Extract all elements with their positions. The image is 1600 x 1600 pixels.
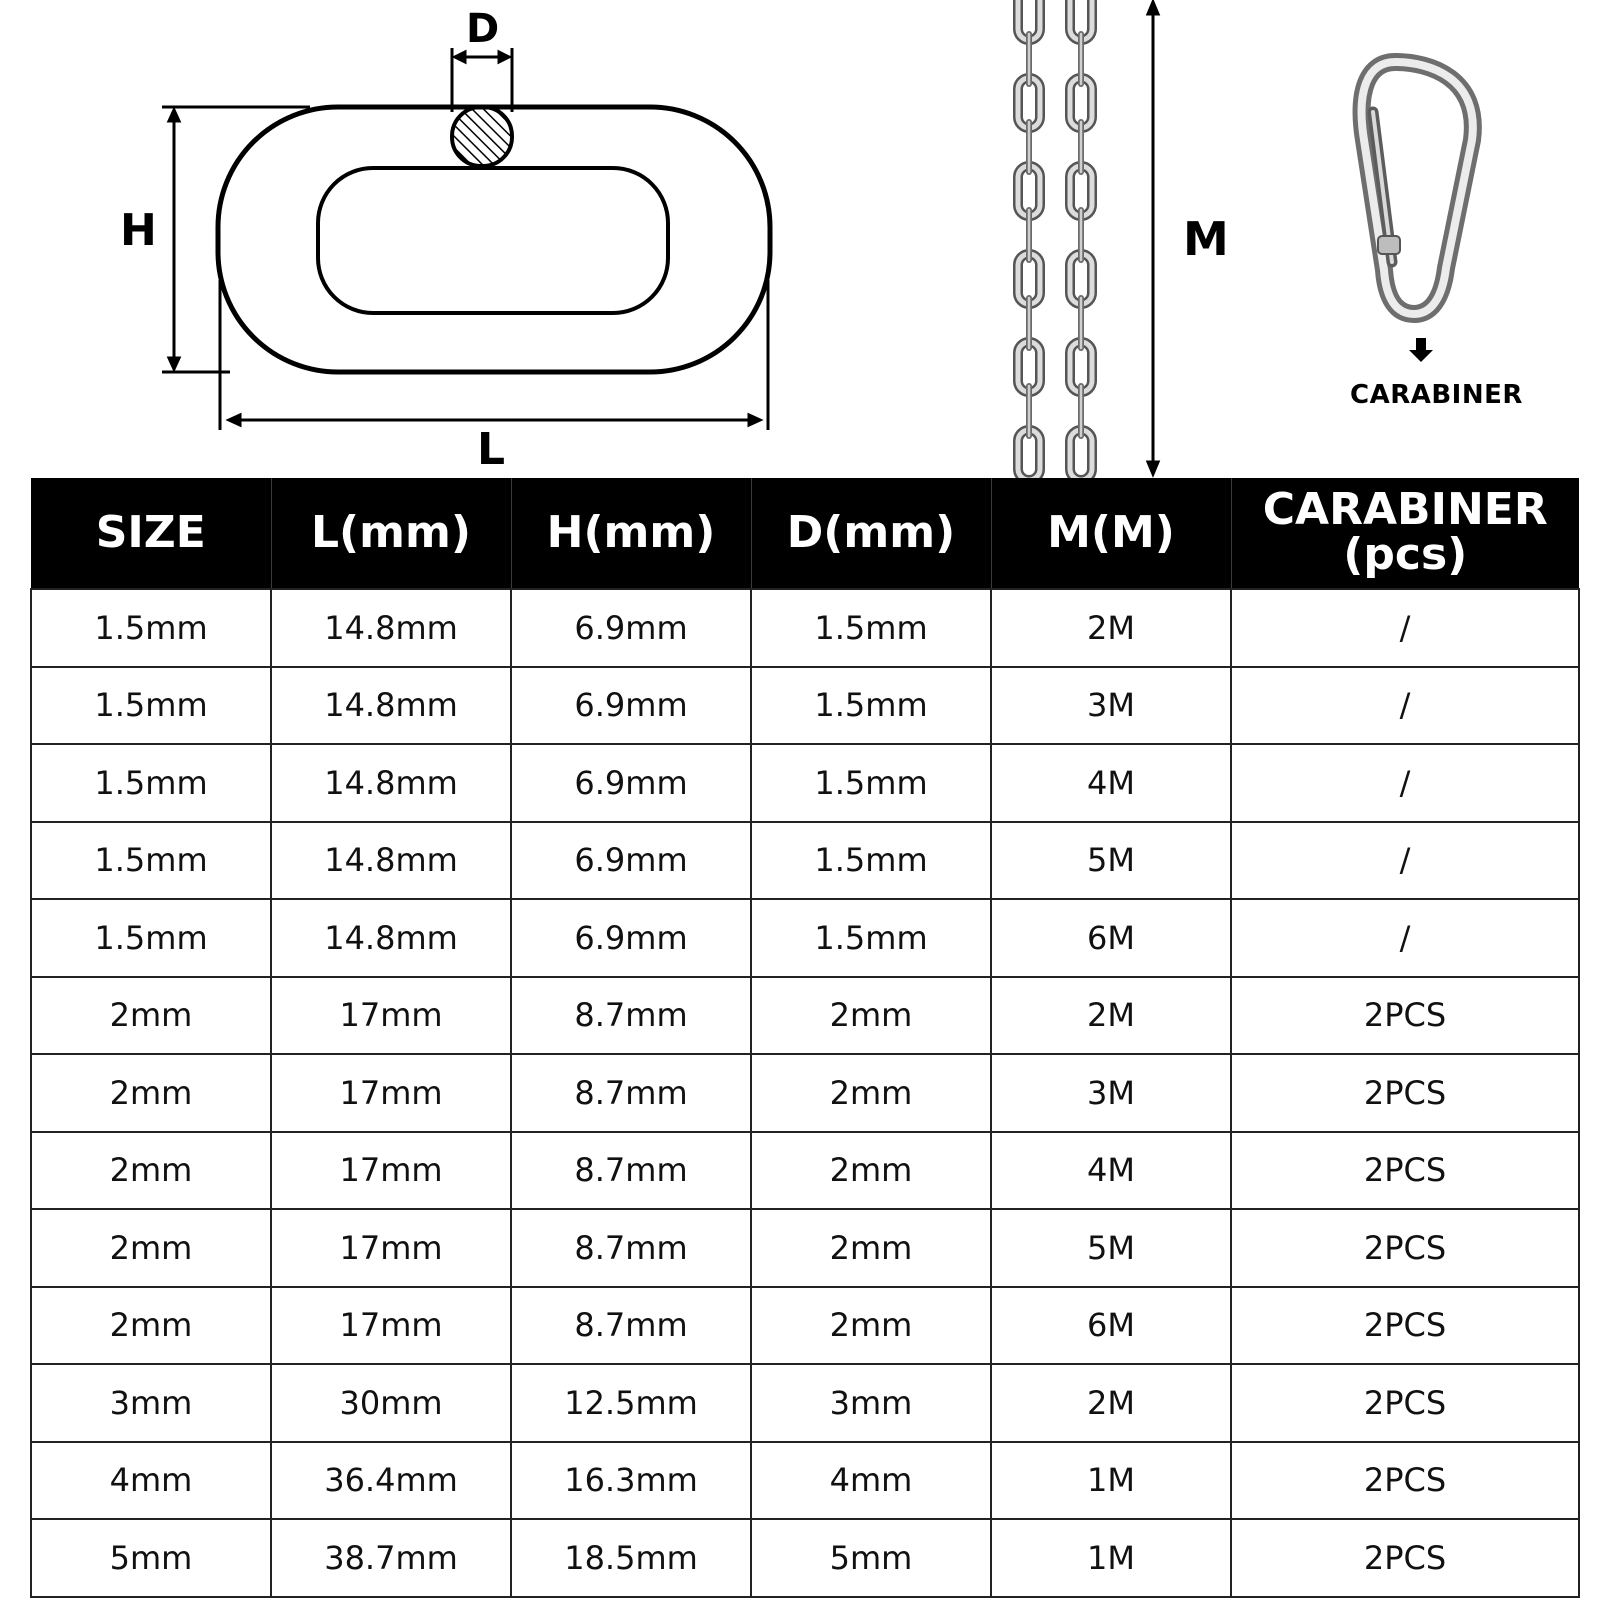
cell-h: 6.9mm: [511, 899, 751, 977]
table-row: [31, 1442, 1579, 1520]
cell-size: 1.5mm: [31, 589, 271, 667]
cell-h: 6.9mm: [511, 744, 751, 822]
steel-chain-illustration: [1018, 0, 1092, 478]
cell-h: 8.7mm: [511, 1287, 751, 1365]
cell-m: 1M: [991, 1442, 1231, 1520]
label-h: H: [120, 205, 157, 256]
cell-carabiner: 2PCS: [1231, 1442, 1579, 1520]
cell-carabiner: 2PCS: [1231, 977, 1579, 1055]
label-d: D: [466, 6, 500, 52]
table-row: [31, 744, 1579, 822]
table-row: [31, 1364, 1579, 1442]
table-header-row: [31, 478, 1579, 589]
specification-table: [30, 478, 1580, 1598]
cell-carabiner: 2PCS: [1231, 1364, 1579, 1442]
cell-size: 5mm: [31, 1519, 271, 1597]
header-size: SIZE: [31, 478, 271, 589]
header-carabiner: [1231, 478, 1579, 589]
cell-l: 14.8mm: [271, 899, 511, 977]
dimension-d: [452, 48, 512, 112]
cell-m: 3M: [991, 1054, 1231, 1132]
cell-size: 1.5mm: [31, 744, 271, 822]
cell-m: 3M: [991, 667, 1231, 745]
cell-carabiner: 2PCS: [1231, 1287, 1579, 1365]
cell-h: 8.7mm: [511, 977, 751, 1055]
cell-d: 4mm: [751, 1442, 991, 1520]
cell-d: 1.5mm: [751, 822, 991, 900]
table-row: [31, 1209, 1579, 1287]
cell-m: 2M: [991, 977, 1231, 1055]
cell-l: 36.4mm: [271, 1442, 511, 1520]
table-row: [31, 1287, 1579, 1365]
cell-l: 14.8mm: [271, 822, 511, 900]
cell-carabiner: 2PCS: [1231, 1132, 1579, 1210]
table-row: [31, 899, 1579, 977]
chain-link-drawing: [218, 107, 770, 372]
header-h: H(mm): [511, 478, 751, 589]
cell-carabiner: /: [1231, 822, 1579, 900]
table-row: [31, 1519, 1579, 1597]
dimension-l: [220, 280, 768, 430]
table-row: [31, 1054, 1579, 1132]
cell-l: 38.7mm: [271, 1519, 511, 1597]
carabiner-label: CARABINER: [1350, 380, 1523, 410]
cell-m: 4M: [991, 744, 1231, 822]
cell-d: 1.5mm: [751, 899, 991, 977]
dimension-m: [1148, 2, 1158, 474]
cell-carabiner: /: [1231, 667, 1579, 745]
cell-carabiner: 2PCS: [1231, 1519, 1579, 1597]
cell-h: 18.5mm: [511, 1519, 751, 1597]
header-m: M(M): [991, 478, 1231, 589]
cell-size: 1.5mm: [31, 899, 271, 977]
label-l: L: [477, 424, 506, 475]
cell-m: 2M: [991, 1364, 1231, 1442]
cell-d: 2mm: [751, 1209, 991, 1287]
cell-d: 2mm: [751, 1132, 991, 1210]
cell-h: 6.9mm: [511, 822, 751, 900]
cell-h: 8.7mm: [511, 1132, 751, 1210]
cell-m: 1M: [991, 1519, 1231, 1597]
table-row: [31, 822, 1579, 900]
cell-size: 1.5mm: [31, 667, 271, 745]
cell-l: 17mm: [271, 1209, 511, 1287]
carabiner-illustration: [1362, 62, 1473, 314]
cell-d: 5mm: [751, 1519, 991, 1597]
arrow-down-icon: [1409, 338, 1433, 362]
cell-m: 5M: [991, 1209, 1231, 1287]
cell-m: 5M: [991, 822, 1231, 900]
cell-size: 2mm: [31, 1054, 271, 1132]
table-row: [31, 977, 1579, 1055]
cell-l: 14.8mm: [271, 667, 511, 745]
cell-l: 14.8mm: [271, 744, 511, 822]
dimension-h: [162, 107, 310, 372]
header-l: L(mm): [271, 478, 511, 589]
cell-size: 2mm: [31, 1287, 271, 1365]
cell-size: 1.5mm: [31, 822, 271, 900]
cell-d: 1.5mm: [751, 667, 991, 745]
cell-l: 30mm: [271, 1364, 511, 1442]
cell-d: 2mm: [751, 1054, 991, 1132]
cell-d: 1.5mm: [751, 589, 991, 667]
table-row: [31, 1132, 1579, 1210]
cell-l: 17mm: [271, 1132, 511, 1210]
cell-d: 2mm: [751, 1287, 991, 1365]
cell-m: 6M: [991, 1287, 1231, 1365]
cell-size: 2mm: [31, 1132, 271, 1210]
cell-carabiner: /: [1231, 589, 1579, 667]
cell-m: 4M: [991, 1132, 1231, 1210]
cell-m: 2M: [991, 589, 1231, 667]
header-carabiner-title: CARABINER: [1262, 484, 1548, 536]
table-body: [31, 589, 1579, 1597]
cell-size: 4mm: [31, 1442, 271, 1520]
cell-size: 2mm: [31, 977, 271, 1055]
product-diagram: [0, 0, 1600, 478]
cell-h: 6.9mm: [511, 667, 751, 745]
cell-carabiner: /: [1231, 744, 1579, 822]
cell-l: 17mm: [271, 977, 511, 1055]
cell-l: 14.8mm: [271, 589, 511, 667]
cell-carabiner: 2PCS: [1231, 1209, 1579, 1287]
cell-carabiner: 2PCS: [1231, 1054, 1579, 1132]
cell-h: 16.3mm: [511, 1442, 751, 1520]
cell-h: 8.7mm: [511, 1209, 751, 1287]
cell-d: 1.5mm: [751, 744, 991, 822]
cell-size: 3mm: [31, 1364, 271, 1442]
cell-l: 17mm: [271, 1054, 511, 1132]
label-m: M: [1183, 212, 1229, 266]
cell-d: 3mm: [751, 1364, 991, 1442]
header-carabiner-unit: (pcs): [1343, 529, 1468, 580]
cell-d: 2mm: [751, 977, 991, 1055]
cell-size: 2mm: [31, 1209, 271, 1287]
table-row: [31, 589, 1579, 667]
cell-carabiner: /: [1231, 899, 1579, 977]
cell-h: 6.9mm: [511, 589, 751, 667]
cell-l: 17mm: [271, 1287, 511, 1365]
table-row: [31, 667, 1579, 745]
cell-m: 6M: [991, 899, 1231, 977]
cell-h: 8.7mm: [511, 1054, 751, 1132]
cell-h: 12.5mm: [511, 1364, 751, 1442]
header-d: D(mm): [751, 478, 991, 589]
